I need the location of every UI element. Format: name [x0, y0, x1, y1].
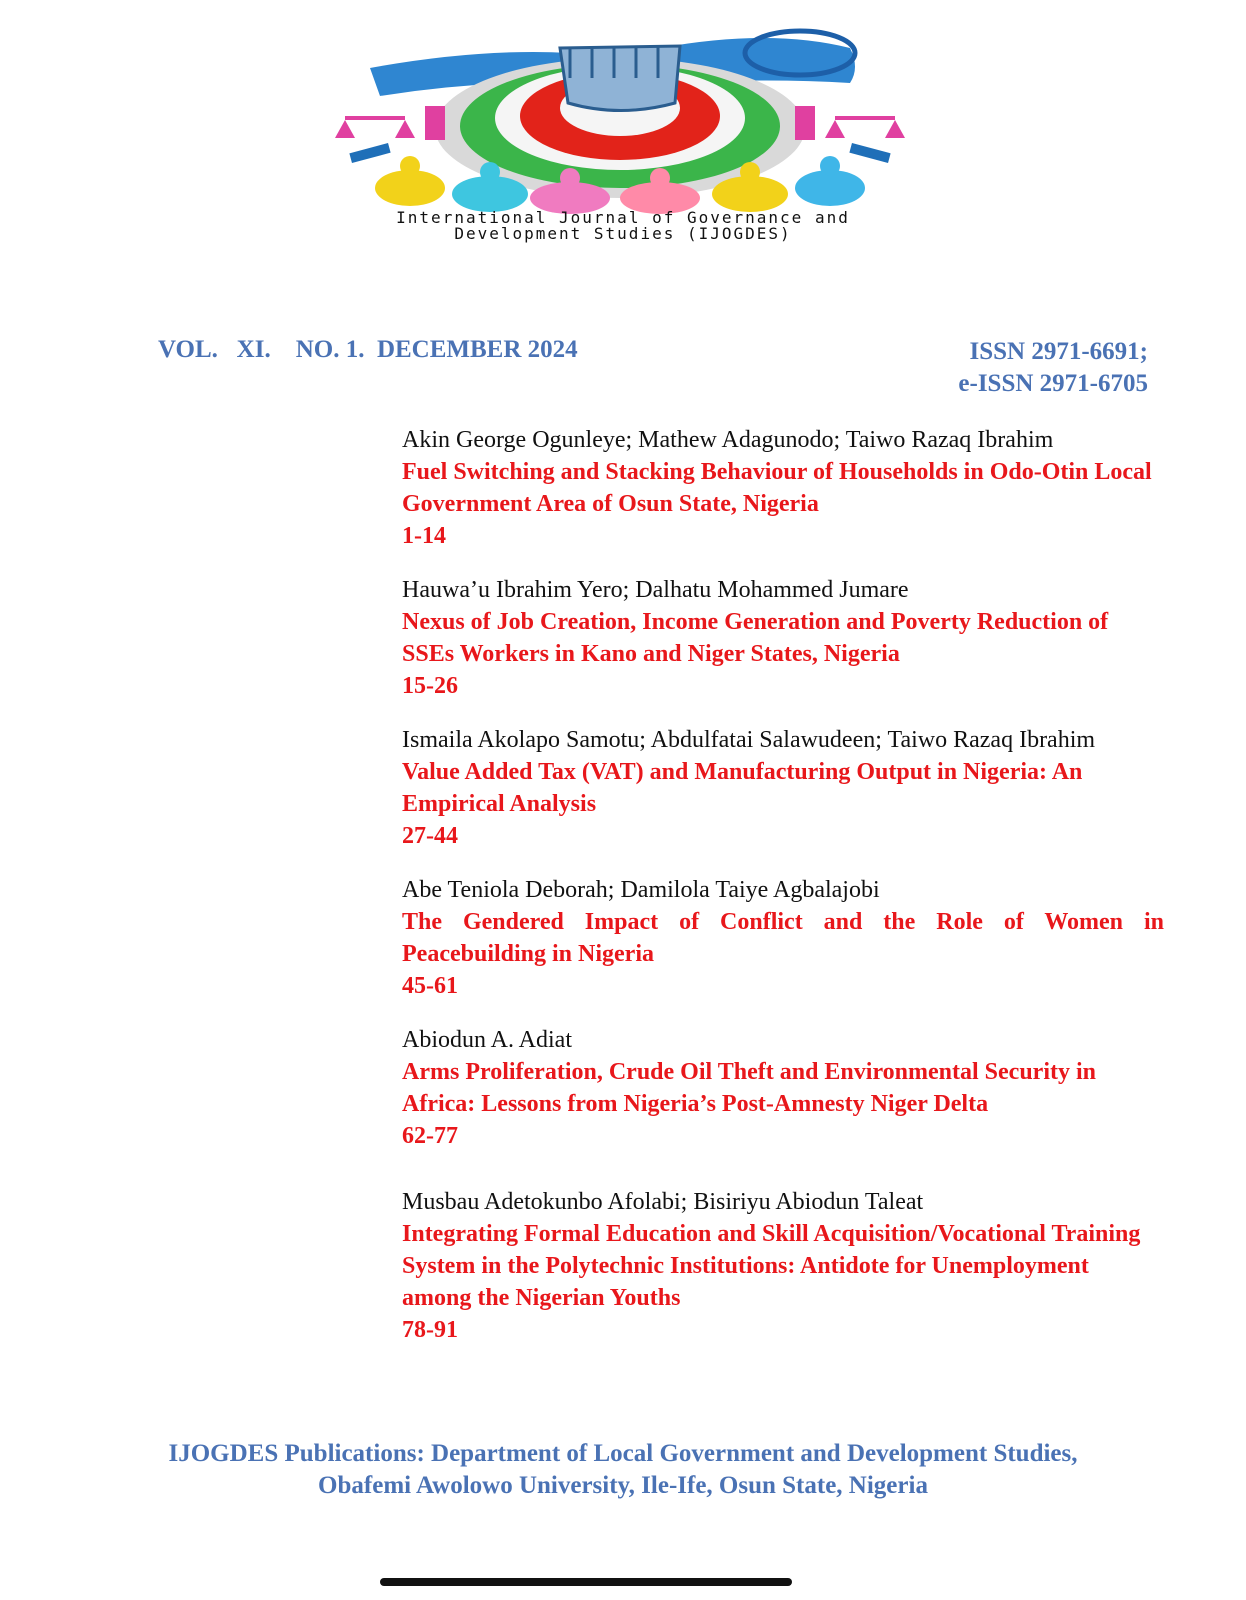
article-authors: Abiodun A. Adiat: [402, 1027, 573, 1053]
article-pages: 15-26: [402, 673, 458, 699]
table-of-contents: [402, 424, 1164, 1368]
list-item: [402, 874, 1164, 1002]
e-issn: e-ISSN 2971-6705: [958, 370, 1148, 397]
article-title: Value Added Tax (VAT) and Manufacturing Output in Nigeria: An Empirical Analysis: [402, 759, 1083, 817]
list-item: [402, 724, 1164, 852]
article-authors: Musbau Adetokunbo Afolabi; Bisiriyu Abiodun Taleat: [402, 1189, 924, 1215]
list-item: [402, 574, 1164, 702]
issn-block: [958, 336, 1148, 400]
article-title: Nexus of Job Creation, Income Generation and Poverty Reduction of SSEs Workers in Kano and Niger States, Nigeria: [402, 609, 1109, 667]
list-item: [402, 1186, 1164, 1346]
article-pages: 62-77: [402, 1123, 458, 1149]
article-authors: Akin George Ogunleye; Mathew Adagunodo; Taiwo Razaq Ibrahim: [402, 427, 1054, 453]
article-pages: 45-61: [402, 973, 458, 999]
volume-issue-date: VOL. XI. NO. 1. DECEMBER 2024: [158, 336, 578, 363]
journal-name-line1: International Journal of Governance and: [396, 208, 850, 227]
article-authors: Ismaila Akolapo Samotu; Abdulfatai Salawudeen; Taiwo Razaq Ibrahim: [402, 727, 1096, 753]
article-authors: Abe Teniola Deborah; Damilola Taiye Agbalajobi: [402, 877, 880, 903]
ijogdes-fist-globe-logo-icon: [330, 8, 910, 216]
article-title: Fuel Switching and Stacking Behaviour of Households in Odo-Otin Local Government Area of Osun State, Nigeria: [402, 459, 1152, 517]
journal-name-line2: Development Studies (IJOGDES): [454, 224, 792, 243]
publisher-line1: IJOGDES Publications: Department of Local Government and Development Studies,: [168, 1440, 1078, 1467]
article-pages: 78-91: [402, 1317, 458, 1343]
article-pages: 27-44: [402, 823, 458, 849]
publisher-line2: Obafemi Awolowo University, Ile-Ife, Osun State, Nigeria: [318, 1472, 928, 1499]
issn: ISSN 2971-6691;: [969, 338, 1148, 365]
list-item: [402, 424, 1164, 552]
article-pages: 1-14: [402, 523, 446, 549]
home-indicator[interactable]: [380, 1578, 792, 1586]
list-item: [402, 1024, 1164, 1152]
publisher-info: [0, 1438, 1246, 1502]
article-authors: Hauwa’u Ibrahim Yero; Dalhatu Mohammed Jumare: [402, 577, 909, 603]
article-title: The Gendered Impact of Conflict and the Role of Women in Peacebuilding in Nigeria: [402, 909, 1164, 967]
article-title: Integrating Formal Education and Skill Acquisition/Vocational Training System in the Polytechnic Institutions: Antidote for Unemployment among the Nigerian Youths: [402, 1221, 1141, 1311]
article-title: Arms Proliferation, Crude Oil Theft and Environmental Security in Africa: Lessons from Nigeria’s Post-Amnesty Niger Delta: [402, 1059, 1096, 1117]
